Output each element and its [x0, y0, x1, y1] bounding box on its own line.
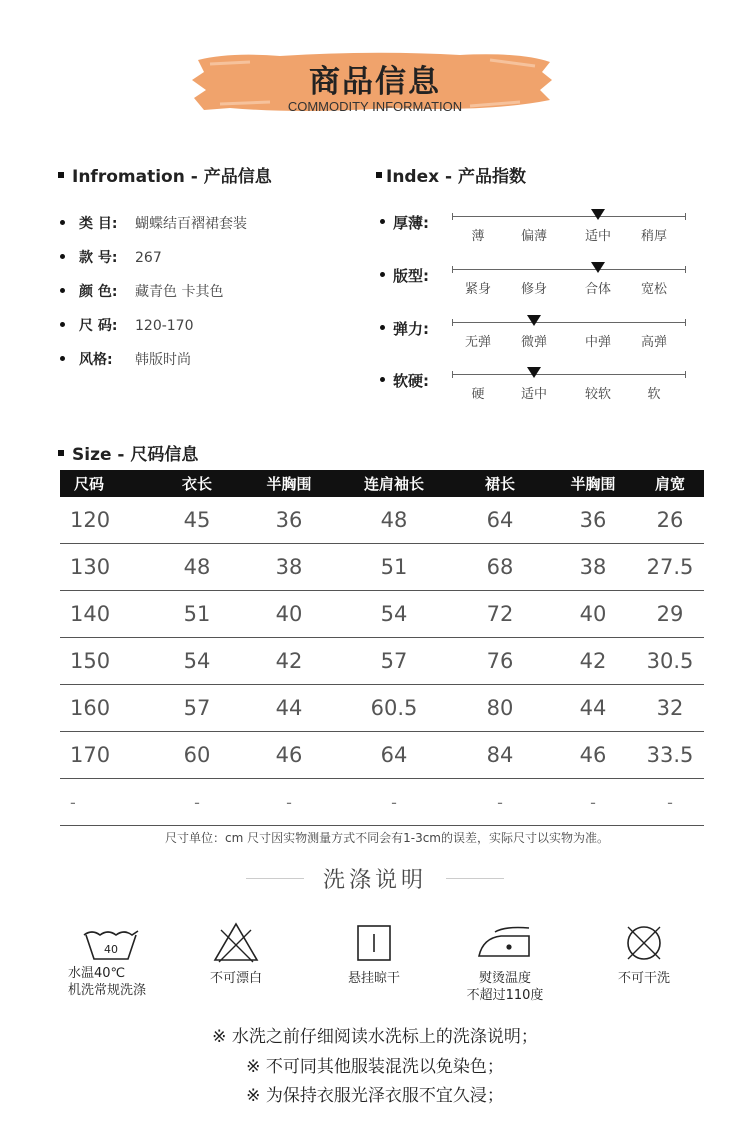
col-header: 衣长 — [154, 470, 240, 497]
index-scale-option: 无弹 — [464, 335, 491, 350]
table-cell: 130 — [60, 544, 154, 591]
index-scale-option: 薄 — [471, 229, 485, 244]
index-scale-marker-icon — [527, 315, 541, 326]
index-scale-line — [452, 374, 686, 375]
info-row-style-number: 款 号: 267 — [60, 247, 162, 271]
bullet-square-icon — [376, 172, 382, 178]
table-cell: 51 — [338, 544, 450, 591]
table-cell: 54 — [154, 638, 240, 685]
index-scale-option: 微弹 — [520, 335, 547, 350]
table-cell: 36 — [240, 497, 338, 544]
index-scale-option: 宽松 — [640, 282, 667, 297]
index-scale-option: 稍厚 — [640, 229, 667, 244]
table-cell: 33.5 — [636, 732, 704, 779]
table-cell: 54 — [338, 591, 450, 638]
size-table-header — [60, 470, 704, 497]
info-row-category: 类 目: 蝴蝶结百褶裙套装 — [60, 213, 247, 237]
index-scale-option: 适中 — [520, 387, 547, 402]
index-scale-marker-icon — [527, 367, 541, 378]
table-cell: 80 — [450, 685, 550, 732]
table-row — [60, 685, 704, 732]
care-note: ※ 水洗之前仔细阅读水洗标上的洗涤说明； — [212, 1027, 538, 1047]
table-cell: 76 — [450, 638, 550, 685]
table-row — [60, 544, 704, 591]
no-dry-clean-icon — [621, 920, 667, 966]
info-row-style: 风格: 韩版时尚 — [60, 349, 191, 373]
table-cell: 42 — [550, 638, 636, 685]
index-scale-label: 软硬: — [380, 370, 429, 391]
table-cell: - — [60, 779, 154, 826]
table-cell: 64 — [450, 497, 550, 544]
table-cell: 64 — [338, 732, 450, 779]
table-cell: - — [636, 779, 704, 826]
bullet-dot-icon — [380, 377, 385, 382]
info-heading — [58, 162, 272, 187]
bullet-dot-icon — [380, 219, 385, 224]
table-cell: - — [450, 779, 550, 826]
table-cell: 120 — [60, 497, 154, 544]
table-cell: 36 — [550, 497, 636, 544]
table-row — [60, 779, 704, 826]
table-cell: 46 — [240, 732, 338, 779]
bullet-dot-icon — [380, 272, 385, 277]
no-bleach-icon — [211, 920, 261, 966]
col-header: 半胸围 — [240, 470, 338, 497]
table-cell: 40 — [550, 591, 636, 638]
index-scale-option: 紧身 — [464, 282, 491, 297]
table-cell: 57 — [154, 685, 240, 732]
table-cell: 29 — [636, 591, 704, 638]
index-scale-option: 适中 — [584, 229, 611, 244]
table-cell: 38 — [550, 544, 636, 591]
index-scale-line — [452, 322, 686, 323]
table-cell: 57 — [338, 638, 450, 685]
index-scale-marker-icon — [591, 209, 605, 220]
table-cell: 46 — [550, 732, 636, 779]
col-header: 连肩袖长 — [338, 470, 450, 497]
bullet-square-icon — [58, 172, 64, 178]
wash-temp-label: 40 — [104, 943, 118, 956]
table-row — [60, 497, 704, 544]
table-cell: 42 — [240, 638, 338, 685]
size-table — [60, 470, 704, 826]
table-cell: 45 — [154, 497, 240, 544]
table-cell: 72 — [450, 591, 550, 638]
col-header: 尺码 — [60, 470, 154, 497]
index-scale-line — [452, 216, 686, 217]
col-header: 裙长 — [450, 470, 550, 497]
index-scale-option: 较软 — [584, 387, 611, 402]
table-cell: 48 — [154, 544, 240, 591]
table-cell: 27.5 — [636, 544, 704, 591]
table-cell: 60.5 — [338, 685, 450, 732]
wash-item-no-bleach: 不可漂白 — [186, 920, 286, 987]
info-row-size: 尺 码: 120-170 — [60, 315, 194, 339]
table-cell: 40 — [240, 591, 338, 638]
table-cell: 44 — [550, 685, 636, 732]
index-scale-option: 合体 — [584, 282, 611, 297]
size-note: 尺寸单位：cm 尺寸因实物测量方式不同会有1-3cm的误差，实际尺寸以实物为准。 — [165, 831, 609, 845]
index-scale-marker-icon — [591, 262, 605, 273]
index-heading — [376, 162, 526, 187]
care-note: ※ 不可同其他服装混洗以免染色； — [246, 1057, 504, 1077]
table-cell: - — [154, 779, 240, 826]
bullet-dot-icon — [60, 356, 65, 361]
table-row — [60, 591, 704, 638]
table-row — [60, 638, 704, 685]
index-scale-label: 厚薄: — [380, 212, 429, 233]
size-heading — [58, 440, 198, 465]
bullet-dot-icon — [60, 288, 65, 293]
table-cell: 26 — [636, 497, 704, 544]
bullet-dot-icon — [60, 254, 65, 259]
table-cell: 150 — [60, 638, 154, 685]
table-cell: 84 — [450, 732, 550, 779]
index-scale-line — [452, 269, 686, 270]
wash-tub-40-icon — [82, 925, 140, 965]
size-heading-text: Size - 尺码信息 — [72, 445, 199, 465]
page-title: 商品信息 — [309, 64, 441, 100]
wash-item-hang-dry: 悬挂晾干 — [324, 920, 424, 987]
index-scale-option: 中弹 — [584, 335, 611, 350]
table-cell: 32 — [636, 685, 704, 732]
table-cell: 48 — [338, 497, 450, 544]
table-cell: - — [550, 779, 636, 826]
iron-icon — [475, 920, 535, 966]
table-cell: 38 — [240, 544, 338, 591]
wash-item-iron: 熨烫温度 不超过110度 — [450, 920, 560, 1004]
bullet-dot-icon — [380, 325, 385, 330]
info-heading-text: Infromation - 产品信息 — [72, 167, 272, 187]
table-cell: 44 — [240, 685, 338, 732]
index-scale-label: 弹力: — [380, 318, 429, 339]
hang-dry-icon — [354, 920, 394, 966]
col-header: 半胸围 — [550, 470, 636, 497]
table-cell: 140 — [60, 591, 154, 638]
bullet-square-icon — [58, 450, 64, 456]
table-cell: 60 — [154, 732, 240, 779]
page-subtitle: COMMODITY INFORMATION — [287, 99, 463, 114]
index-scale-option: 硬 — [471, 387, 485, 402]
bullet-dot-icon — [60, 322, 65, 327]
wash-item-no-dry-clean: 不可干洗 — [594, 920, 694, 987]
info-row-color: 颜 色: 藏青色 卡其色 — [60, 281, 223, 305]
table-cell: - — [240, 779, 338, 826]
col-header: 肩宽 — [636, 470, 704, 497]
index-scale-label: 版型: — [380, 265, 429, 286]
table-cell: 170 — [60, 732, 154, 779]
table-cell: 160 — [60, 685, 154, 732]
table-cell: 30.5 — [636, 638, 704, 685]
table-cell: 68 — [450, 544, 550, 591]
index-scale-option: 修身 — [520, 282, 547, 297]
wash-title: 洗涤说明 — [322, 868, 427, 893]
bullet-dot-icon — [60, 220, 65, 225]
index-heading-text: Index - 产品指数 — [386, 167, 526, 187]
table-cell: 51 — [154, 591, 240, 638]
table-row — [60, 732, 704, 779]
index-scale-option: 高弹 — [640, 335, 667, 350]
index-scale-option: 偏薄 — [520, 229, 547, 244]
wash-item-machine: 40 水温40℃ 机洗常规洗涤 — [56, 925, 166, 999]
table-cell: - — [338, 779, 450, 826]
care-note: ※ 为保持衣服光泽衣服不宜久浸； — [246, 1086, 504, 1106]
index-scale-option: 软 — [647, 387, 661, 402]
